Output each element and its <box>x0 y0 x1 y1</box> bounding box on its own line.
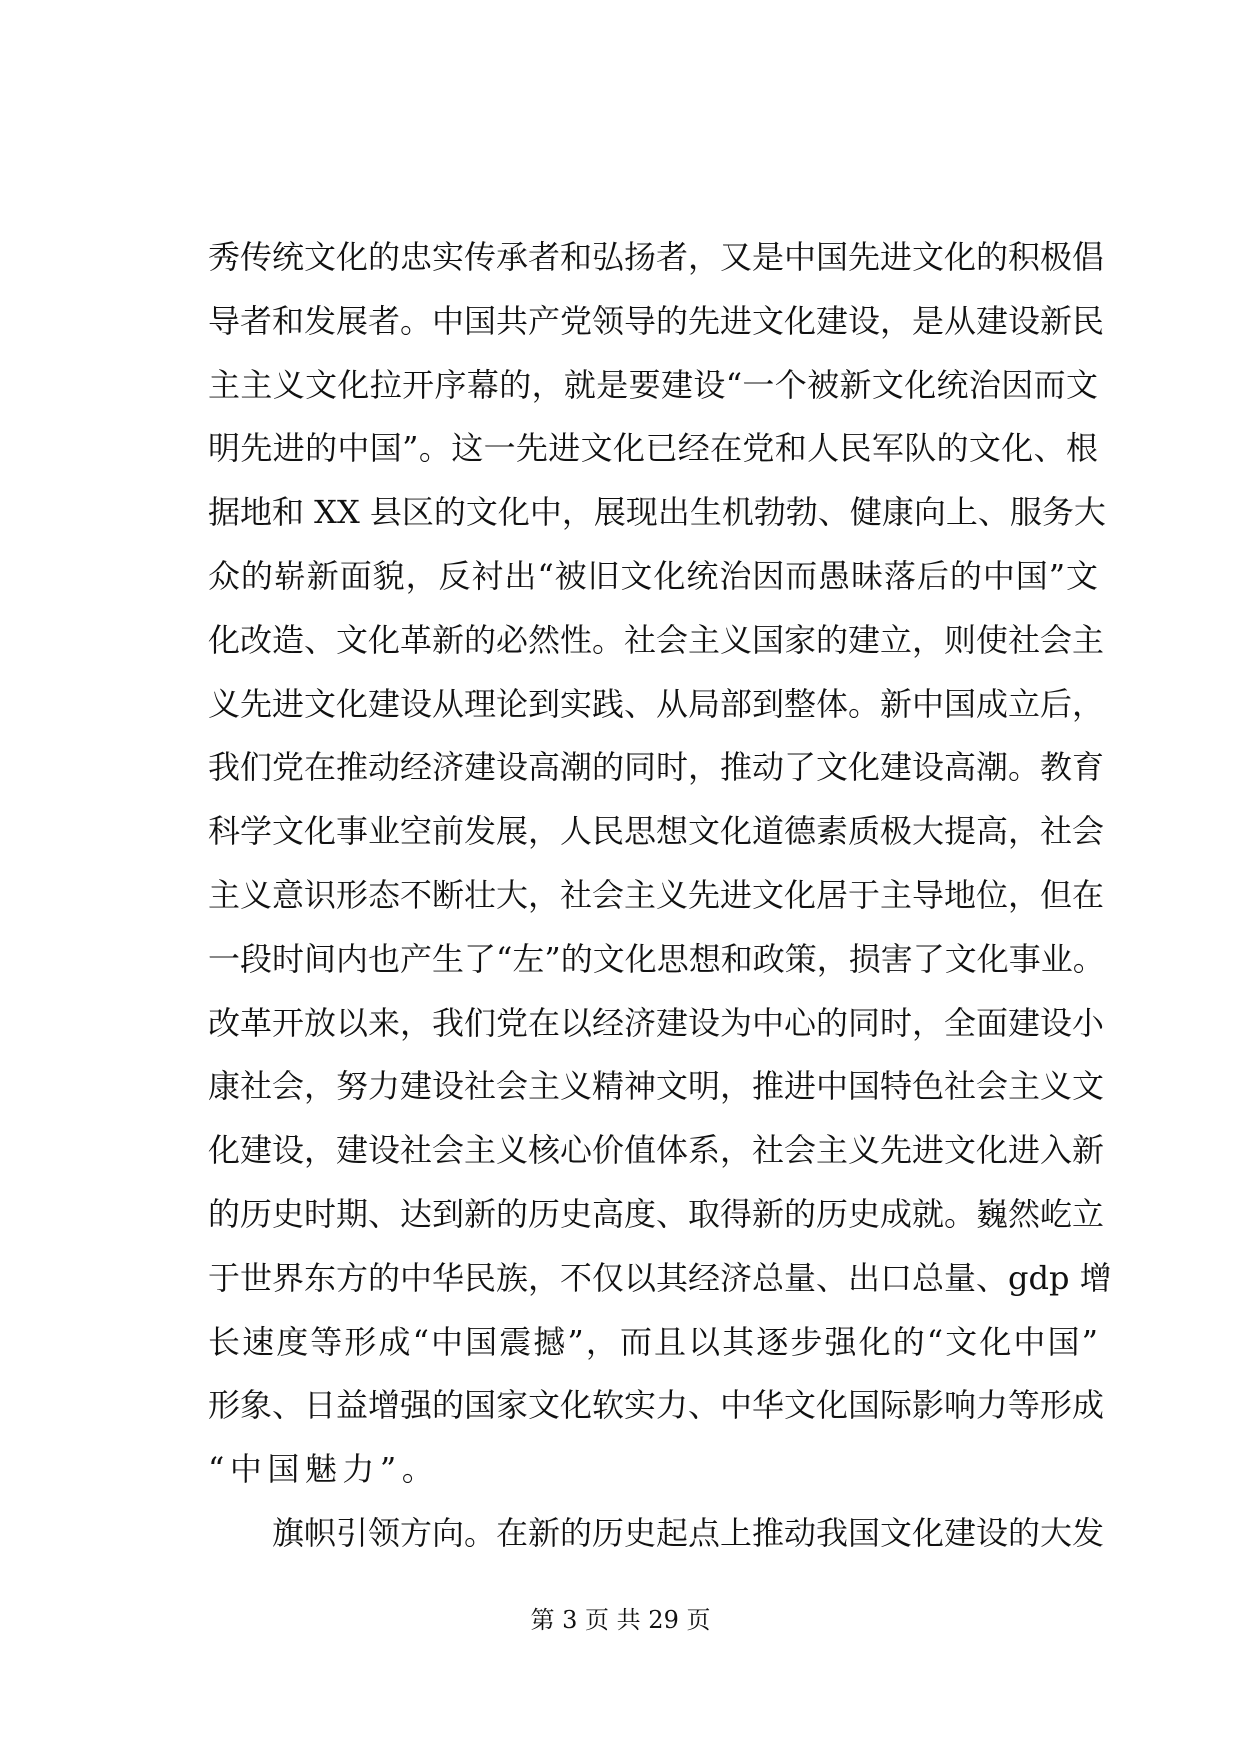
text-line: 众的崭新面貌，反衬出“被旧文化统治因而愚昧落后的中国”文 <box>208 556 1098 595</box>
text-line: 秀传统文化的忠实传承者和弘扬者，又是中国先进文化的积极倡 <box>208 238 1105 276</box>
text-line: 主义意识形态不断壮大，社会主义先进文化居于主导地位，但在 <box>208 875 1105 914</box>
text-line: 明先进的中国”。这一先进文化已经在党和人民军队的文化、根 <box>208 429 1098 468</box>
text-line: 化改造、文化革新的必然性。社会主义国家的建立，则使社会主 <box>208 620 1105 659</box>
text-line: 改革开放以来，我们党在以经济建设为中心的同时，全面建设小 <box>208 1003 1105 1042</box>
text-line: 义先进文化建设从理论到实践、从局部到整体。新中国成立后， <box>208 684 1105 723</box>
text-line: “中国魅力”。 <box>208 1450 440 1489</box>
text-line: 据地和 XX 县区的文化中，展现出生机勃勃、健康向上、服务大 <box>208 493 1106 532</box>
text-line: 长速度等形成“中国震撼”，而且以其逐步强化的“文化中国” <box>208 1322 1098 1361</box>
text-line: 于世界东方的中华民族，不仅以其经济总量、出口总量、gdp 增 <box>208 1258 1112 1297</box>
text-line: 导者和发展者。中国共产党领导的先进文化建设，是从建设新民 <box>208 301 1105 340</box>
text-line: 旗帜引领方向。在新的历史起点上推动我国文化建设的大发 <box>272 1513 1105 1552</box>
text-line: 的历史时期、达到新的历史高度、取得新的历史成就。巍然屹立 <box>208 1194 1105 1233</box>
text-line: 化建设，建设社会主义核心价值体系，社会主义先进文化进入新 <box>208 1131 1105 1170</box>
text-line: 一段时间内也产生了“左”的文化思想和政策，损害了文化事业。 <box>208 939 1105 978</box>
text-line: 科学文化事业空前发展，人民思想文化道德素质极大提高，社会 <box>208 812 1105 851</box>
text-line: 我们党在推动经济建设高潮的同时，推动了文化建设高潮。教育 <box>208 748 1105 787</box>
page-footer <box>0 1604 1241 1636</box>
body-text <box>208 226 1112 1566</box>
paragraph-1 <box>208 226 1112 1502</box>
paragraph-2 <box>208 1502 1105 1566</box>
text-line: 康社会，努力建设社会主义精神文明，推进中国特色社会主义文 <box>208 1067 1105 1106</box>
page-number: 第 3 页 共 29 页 <box>530 1606 711 1634</box>
text-line: 主主义文化拉开序幕的，就是要建设“一个被新文化统治因而文 <box>208 365 1098 404</box>
text-line: 形象、日益增强的国家文化软实力、中华文化国际影响力等形成 <box>208 1386 1105 1425</box>
